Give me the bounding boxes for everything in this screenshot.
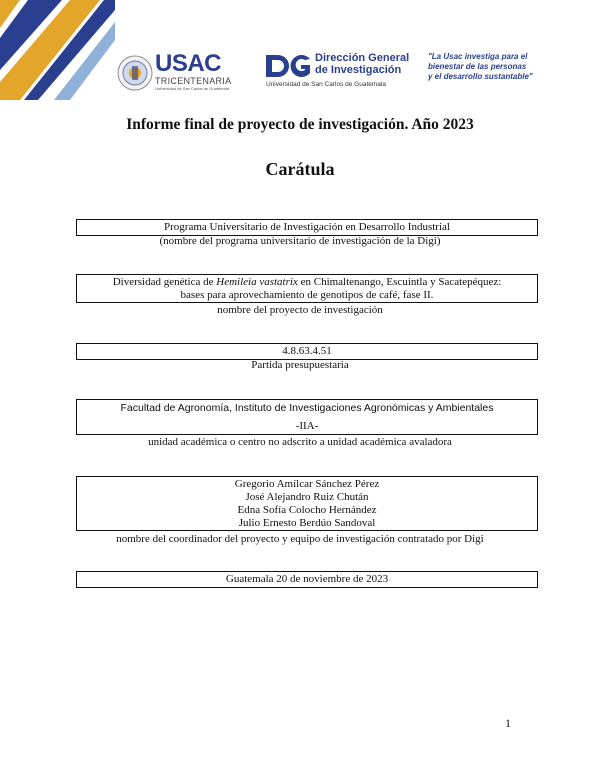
- project-field: [76, 274, 538, 303]
- team-member: José Alejandro Ruiz Chután: [245, 491, 369, 503]
- team-member: Edna Sofía Colocho Hernández: [237, 504, 377, 516]
- slogan-line-2: bienestar de las personas: [428, 62, 527, 71]
- digi-logo-icon: [266, 53, 312, 79]
- usac-wordmark: USAC: [155, 50, 222, 77]
- team-member: Gregorio Amílcar Sánchez Pérez: [234, 478, 380, 490]
- project-caption: nombre del proyecto de investigación: [217, 304, 383, 316]
- project-value-after: en Chimaltenango, Escuintla y Sacatepéquez:: [297, 276, 502, 288]
- date-field: [76, 571, 538, 588]
- slogan: [428, 52, 558, 82]
- report-title: Informe final de proyecto de investigación. Año 2023: [126, 116, 474, 133]
- corner-decoration: [0, 0, 115, 100]
- digi-subtitle: Universidad de San Carlos de Guatemala: [266, 81, 386, 88]
- slogan-line-3: y el desarrollo sustantable": [428, 72, 533, 81]
- usac-tagline: Universidad de San Carlos de Guatemala: [155, 86, 229, 91]
- project-value-before: Diversidad genética de: [112, 276, 217, 288]
- date-value: Guatemala 20 de noviembre de 2023: [225, 573, 389, 585]
- budget-value: 4.8.63.4.51: [282, 345, 332, 357]
- project-value-line-2: bases para aprovechamiento de genotipos de café, fase II.: [180, 289, 434, 301]
- unit-value-line-2: -IIA-: [295, 420, 319, 432]
- team-caption: nombre del coordinador del proyecto y equipo de investigación contratado por Digi: [116, 533, 484, 545]
- unit-field: [76, 399, 538, 435]
- unit-caption: unidad académica o centro no adscrito a unidad académica avaladora: [148, 436, 452, 448]
- usac-tricentenaria: TRICENTENARIA: [155, 76, 232, 86]
- digi-logo-text: [315, 52, 410, 76]
- budget-caption: Partida presupuestaria: [251, 359, 349, 371]
- team-field: [76, 476, 538, 531]
- team-member: Julio Ernesto Berdúo Sandoval: [238, 517, 376, 529]
- program-field: [76, 219, 538, 236]
- slogan-line-1: "La Usac investiga para el: [428, 52, 528, 61]
- usac-seal-icon: [117, 55, 153, 91]
- unit-value-line-1: Facultad de Agronomía, Instituto de Investigaciones Agronómicas y Ambientales: [120, 402, 494, 414]
- project-value-species: Hemileia vastatrix: [216, 276, 298, 288]
- budget-field: [76, 343, 538, 360]
- digi-title-line2: de Investigación: [315, 64, 402, 76]
- digi-title-line1: Dirección General: [315, 52, 410, 64]
- project-value-line-1: [81, 276, 533, 289]
- page-number: 1: [505, 716, 511, 730]
- usac-logo: [155, 52, 247, 91]
- program-caption: (nombre del programa universitario de investigación de la Digi): [159, 235, 441, 247]
- program-value: Programa Universitario de Investigación en Desarrollo Industrial: [164, 221, 450, 233]
- cover-title: Carátula: [265, 159, 335, 179]
